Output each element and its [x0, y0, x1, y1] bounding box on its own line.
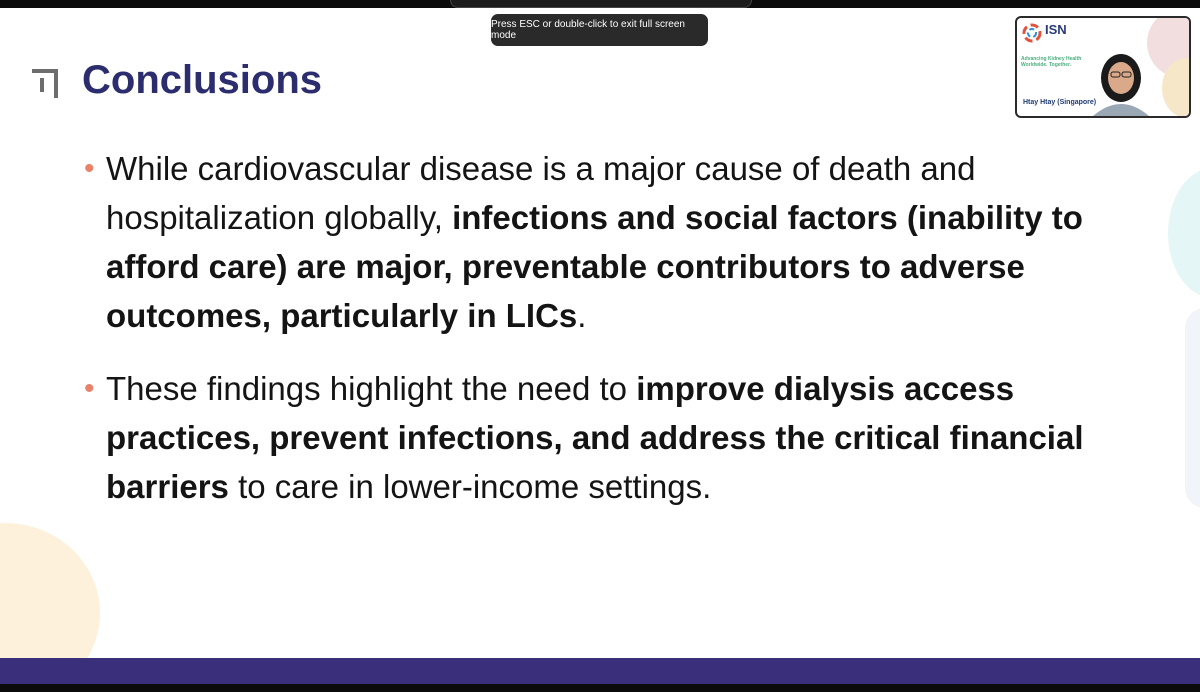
participant-name-label: Htay Htay (Singapore) [1019, 98, 1100, 107]
slide-title: Conclusions [82, 58, 323, 102]
bullet-text-regular: These findings highlight the need to [106, 370, 637, 407]
speaker-video-tile[interactable] [1015, 16, 1191, 118]
isn-logo-icon [1021, 22, 1043, 44]
bullet-text-bold: infections and social factors (inability to afford care) are major, preventable contributors to adverse outcomes, particularly in LICs [106, 199, 1083, 334]
bullet-text-bold: improve dialysis access practices, prevent infections, and address the critical financial barriers [106, 370, 1084, 505]
corner-bracket-icon [30, 66, 60, 100]
decorative-blob-right-lower [1185, 308, 1200, 508]
fullscreen-exit-toast [491, 14, 708, 46]
toast-message: Press ESC or double-click to exit full screen mode [491, 19, 685, 41]
bullet-dot-icon: • [84, 372, 95, 405]
bullet-text-regular: While cardiovascular disease is a major cause of death and hospitalization globally, [106, 150, 976, 236]
bullet-text-regular: to care in lower-income settings. [228, 468, 712, 505]
fullscreen-top-handle[interactable] [450, 0, 752, 8]
decorative-blob-right [1168, 168, 1200, 298]
bullet-item [84, 364, 1144, 511]
isn-tagline: Advancing Kidney Health Worldwide. Together. [1021, 56, 1082, 68]
bullet-text-regular: . [577, 297, 587, 334]
bullet-dot-icon: • [84, 152, 95, 185]
bullet-list [84, 144, 1144, 535]
isn-logo-text: ISN [1045, 22, 1067, 37]
slide-footer-bar [0, 658, 1200, 684]
bullet-item [84, 144, 1144, 340]
